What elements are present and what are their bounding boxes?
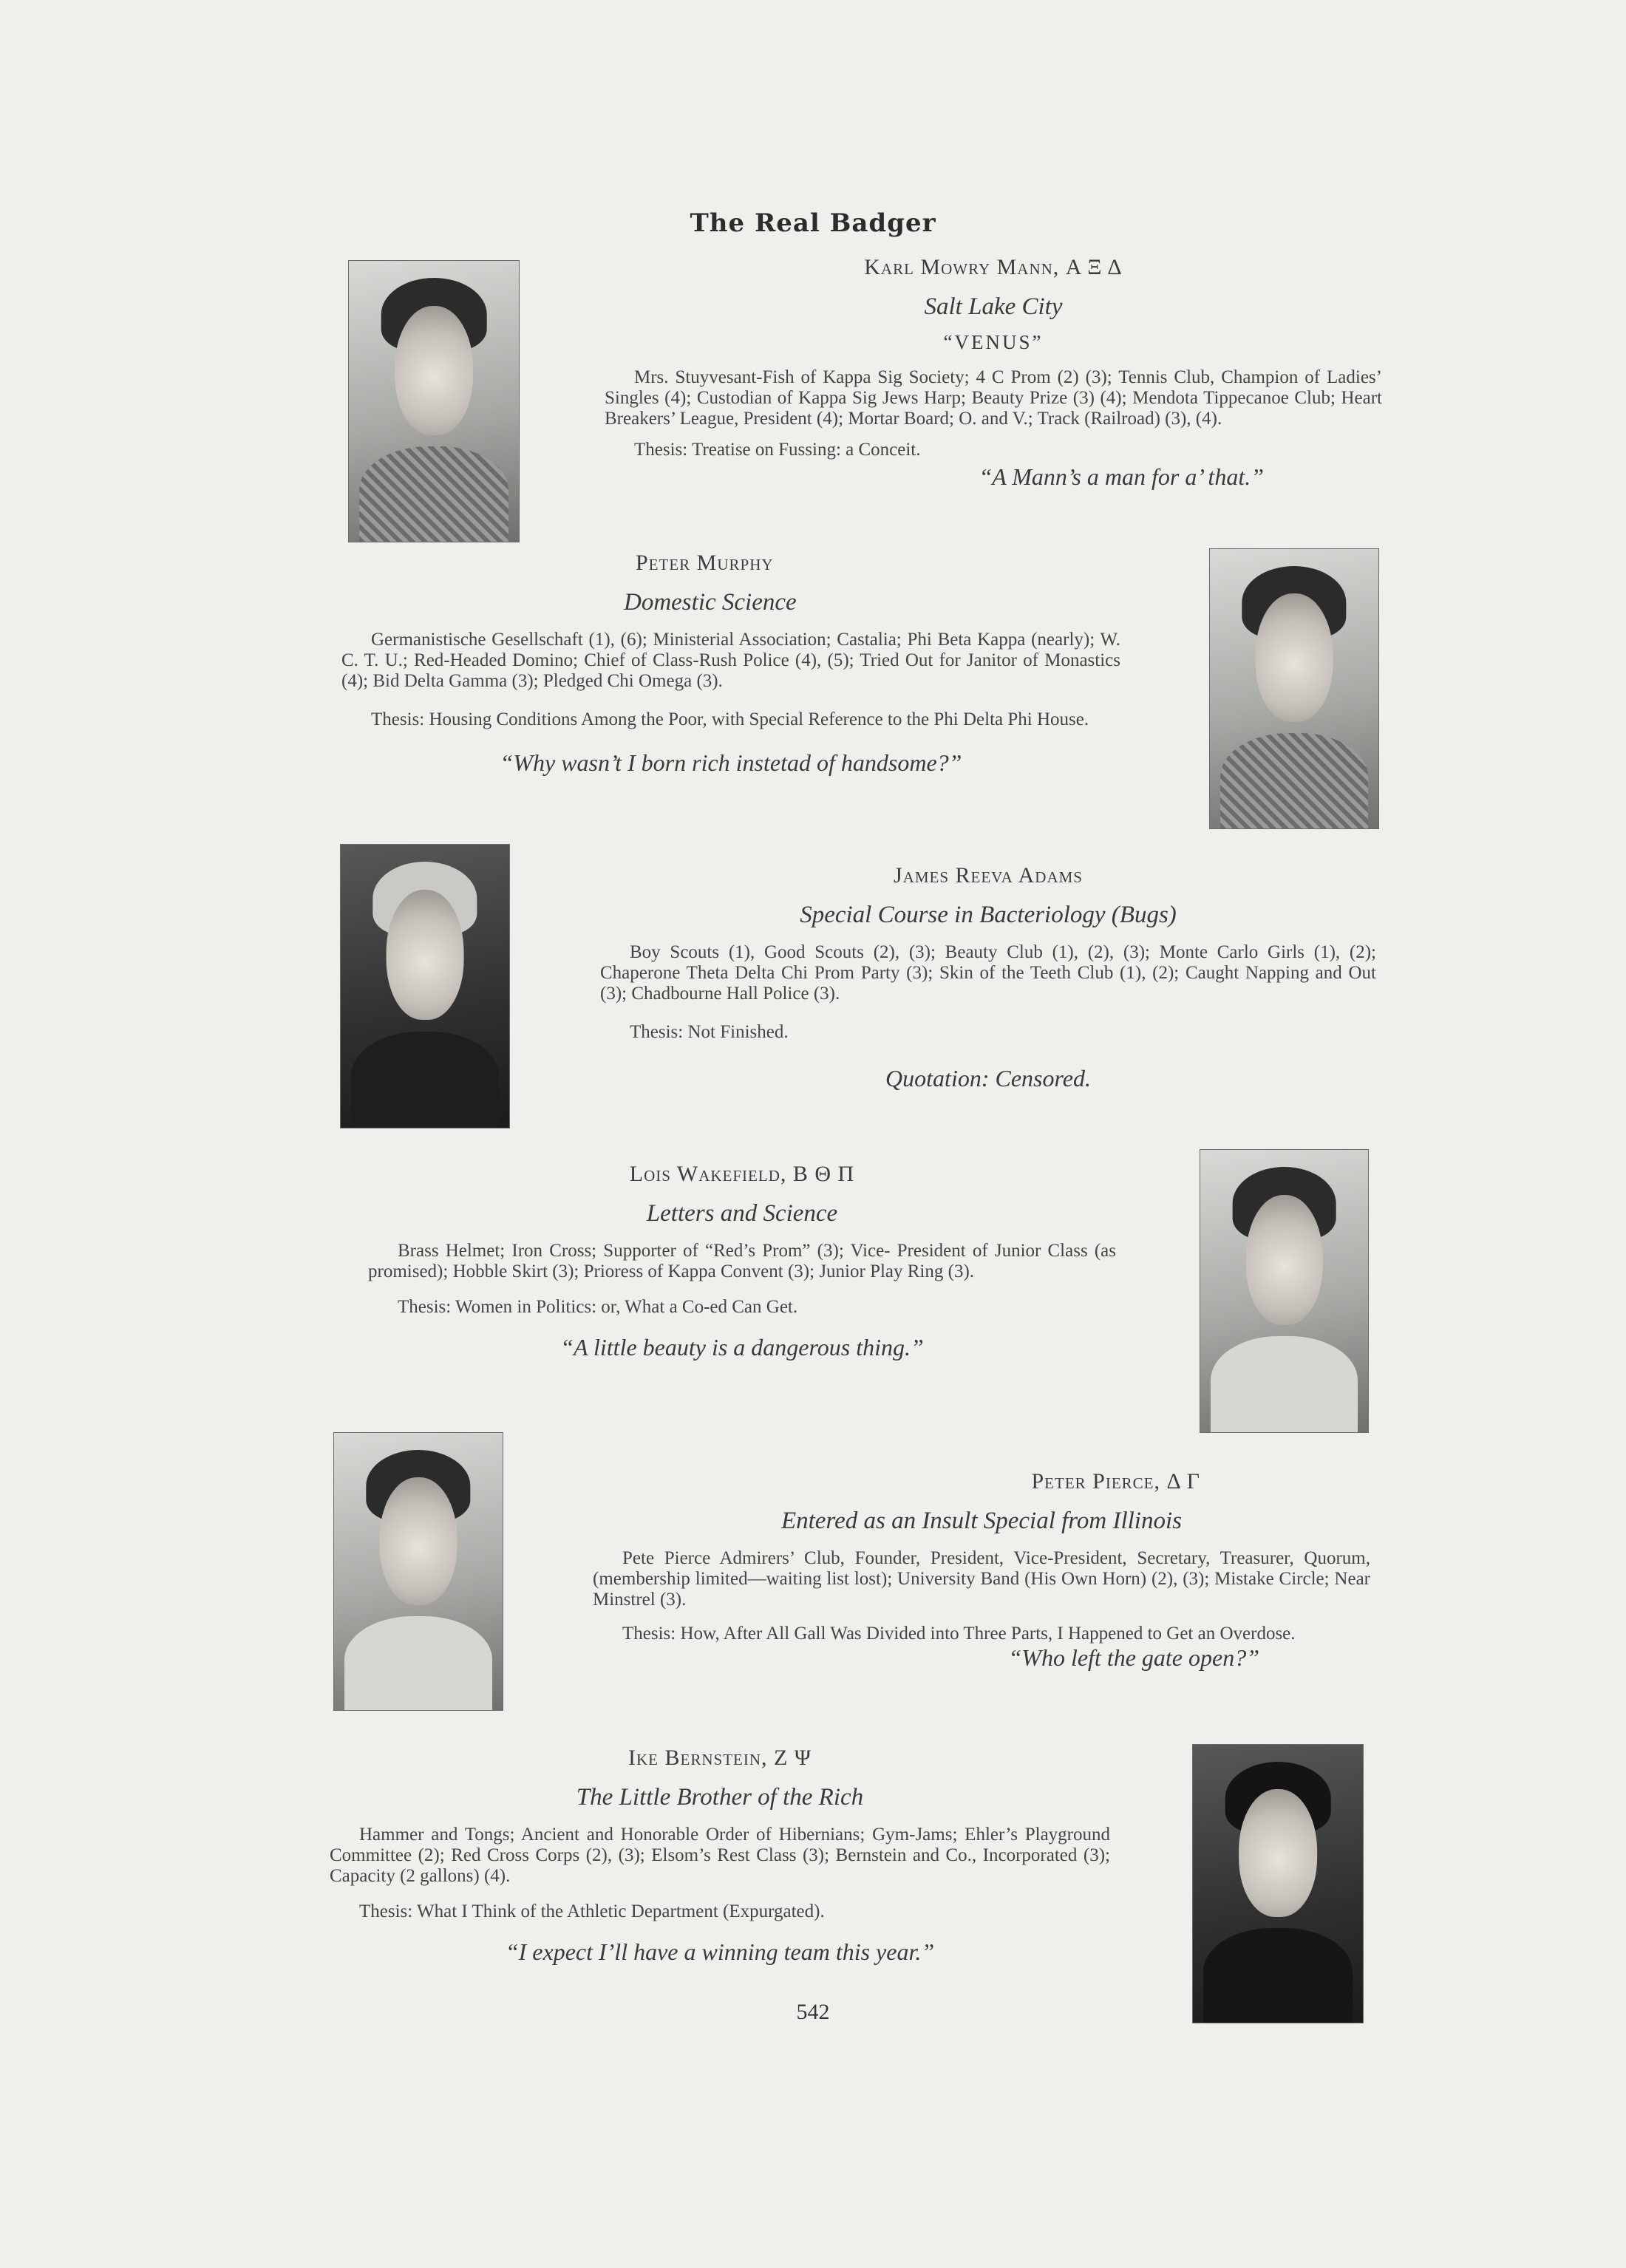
- entry-quote: “Why wasn’t I born rich instetad of handsome?”: [500, 749, 962, 776]
- entry-name: Peter Pierce, Δ Γ: [1031, 1469, 1200, 1494]
- portrait-photo-5: [333, 1432, 503, 1711]
- entry-nickname: “VENUS”: [943, 331, 1044, 353]
- entry-thesis: Thesis: What I Think of the Athletic Department (Expurgated).: [359, 1901, 825, 1921]
- entry-thesis: Thesis: Women in Politics: or, What a Co-ed Can Get.: [398, 1297, 798, 1317]
- entry-activities: Pete Pierce Admirers’ Club, Founder, President, Vice-President, Secretary, Treasurer, Quorum, (membership limited—waiting list lost); University Band (His Own Horn) (2), (3); Mistake Circle; Near Minstrel (3).: [593, 1548, 1370, 1610]
- entry-name: Peter Murphy: [636, 551, 774, 575]
- entry-quote: “Who left the gate open?”: [1008, 1644, 1259, 1671]
- entry-name: James Reeva Adams: [893, 863, 1083, 888]
- portrait-face: [387, 890, 464, 1020]
- entry-thesis: Thesis: Not Finished.: [630, 1022, 789, 1042]
- entry-4: [368, 1162, 1116, 1361]
- entry-name: Karl Mowry Mann, Α Ξ Δ: [864, 255, 1123, 279]
- portrait-face: [1239, 1789, 1317, 1917]
- entry-activities: Mrs. Stuyvesant-Fish of Kappa Sig Society; 4 C Prom (2) (3); Tennis Club, Champion of Ladies’ Singles (4); Custodian of Kappa Sig Jews Harp; Beauty Prize (3) (4); Mendota Tippecanoe Club; Heart Breakers’ League, President (4); Mortar Board; O. and V.; Track (Railroad) (3), (4).: [605, 367, 1382, 429]
- entry-course: Entered as an Insult Special from Illinois: [780, 1508, 1182, 1534]
- entry-5: [593, 1469, 1370, 1672]
- portrait-body: [359, 446, 508, 542]
- entry-name: Ike Bernstein, Ζ Ψ: [628, 1746, 812, 1770]
- portrait-face: [1245, 1195, 1322, 1325]
- portrait-face: [380, 1477, 457, 1605]
- entry-activities: Hammer and Tongs; Ancient and Honorable Order of Hibernians; Gym-Jams; Ehler’s Playground Committee (2); Red Cross Corps (2), (3); Elsom’s Rest Class (3); Bernstein and Co., Incorporated (3); Capacity (2 gallons) (4).: [330, 1825, 1110, 1886]
- portrait-photo-3: [340, 844, 510, 1128]
- entry-activities: Boy Scouts (1), Good Scouts (2), (3); Beauty Club (1), (2), (3); Monte Carlo Girls (1), (2); Chaperone Theta Delta Chi Prom Party (3); Skin of the Teeth Club (1), (2); Caught Napping and Out (3); Chadbourne Hall Police (3).: [600, 942, 1376, 1004]
- entry-thesis: Thesis: Treatise on Fussing: a Conceit.: [634, 440, 921, 460]
- entry-6: [330, 1746, 1110, 1966]
- entry-quote: “A little beauty is a dangerous thing.”: [560, 1334, 924, 1361]
- entry-1: [605, 255, 1382, 491]
- portrait-body: [351, 1032, 500, 1128]
- portrait-photo-2: [1209, 548, 1379, 829]
- entry-quote: Quotation: Censored.: [885, 1065, 1091, 1092]
- portrait-photo-6: [1192, 1744, 1364, 2023]
- entry-course: Letters and Science: [646, 1200, 838, 1227]
- portrait-face: [395, 306, 473, 435]
- entry-2: [341, 551, 1120, 777]
- entry-course: Salt Lake City: [924, 293, 1063, 320]
- entry-course: Domestic Science: [624, 589, 797, 616]
- portrait-photo-1: [348, 260, 520, 542]
- portrait-photo-4: [1200, 1149, 1369, 1433]
- entry-quote: “A Mann’s a man for a’ that.”: [979, 463, 1264, 490]
- entry-course: Special Course in Bacteriology (Bugs): [800, 902, 1177, 928]
- portrait-body: [1211, 1336, 1358, 1432]
- entry-course: The Little Brother of the Rich: [576, 1784, 864, 1811]
- portrait-face: [1256, 593, 1333, 722]
- entry-quote: “I expect I’ll have a winning team this year.”: [505, 1938, 935, 1965]
- page-header: The Real Badger: [690, 208, 936, 238]
- entry-activities: Germanistische Gesellschaft (1), (6); Ministerial Association; Castalia; Phi Beta Kappa (nearly); W. C. T. U.; Red-Headed Domino; Chief of Class-Rush Police (4), (5); Tried Out for Janitor of Monastics (4); Bid Delta Gamma (3); Pledged Chi Omega (3).: [341, 630, 1120, 691]
- portrait-body: [1220, 733, 1369, 828]
- portrait-body: [344, 1616, 493, 1711]
- entry-activities: Brass Helmet; Iron Cross; Supporter of “Red’s Prom” (3); Vice- President of Junior Class (as promised); Hobble Skirt (3); Prioress of Kappa Convent (3); Junior Play Ring (3).: [368, 1241, 1116, 1281]
- page-number: 542: [796, 2000, 830, 2024]
- entry-thesis: Thesis: Housing Conditions Among the Poor, with Special Reference to the Phi Delta Phi House.: [371, 709, 1089, 729]
- entry-name: Lois Wakefield, Β Θ Π: [629, 1162, 855, 1186]
- entry-thesis: Thesis: How, After All Gall Was Divided into Three Parts, I Happened to Get an Overdose.: [622, 1624, 1296, 1644]
- entry-3: [600, 863, 1376, 1092]
